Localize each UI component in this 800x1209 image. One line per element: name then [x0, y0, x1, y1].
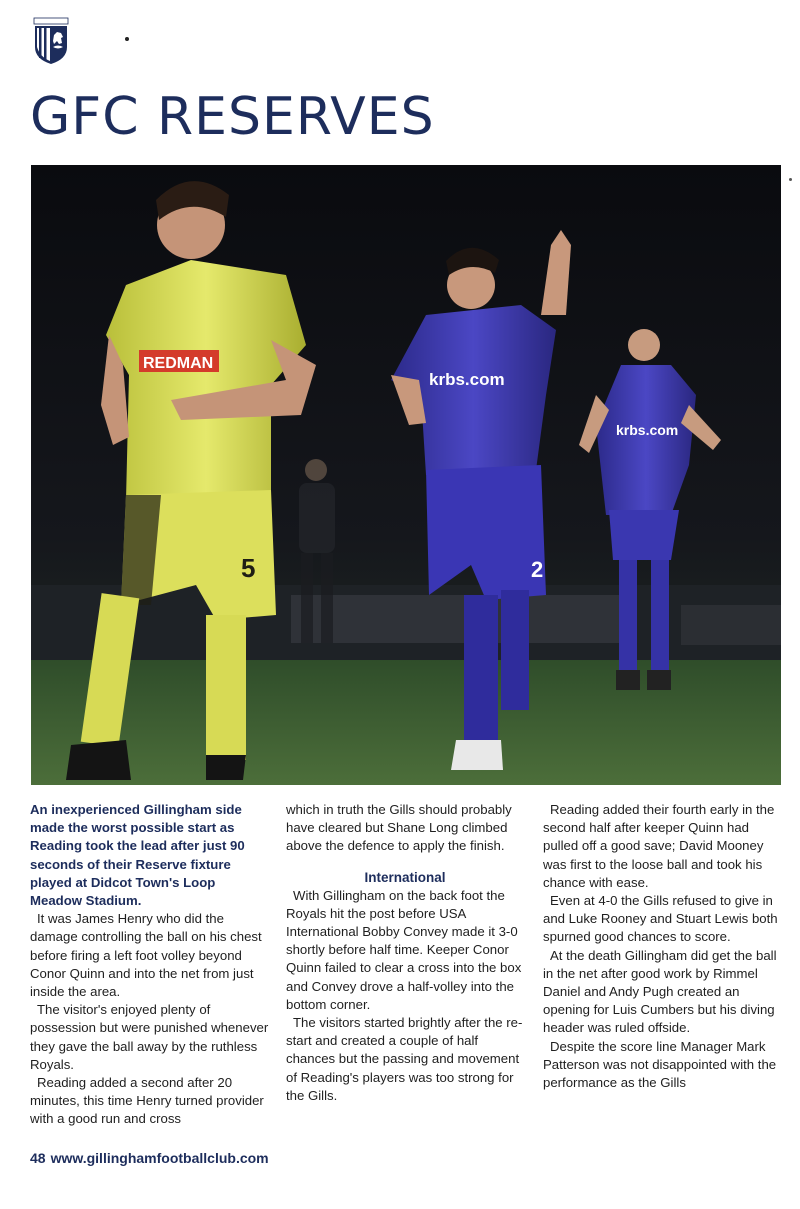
jersey-sponsor-left: REDMAN — [143, 355, 214, 372]
article-paragraph: Even at 4-0 the Gills refused to give in and Luke Rooney and Stuart Lewis both spurned good chances to score. — [543, 893, 778, 945]
match-photo — [31, 165, 781, 785]
article-subheading: International — [364, 869, 446, 885]
article-paragraph: The visitor's enjoyed plenty of possession but were punished whenever they gave the ball away by the ruthless Royals. — [30, 1002, 269, 1072]
article-paragraph: Despite the score line Manager Mark Patterson was not disappointed with the performance as the Gills — [543, 1038, 777, 1091]
article-column-3 — [543, 801, 783, 1092]
article-paragraph: With Gillingham on the back foot the Royals hit the post before USA International Bobby Convey made it 3-0 shortly before half time. Keeper Conor Quinn failed to clear a cross into the box and Convey drove a half-volley into the bottom corner. — [286, 887, 522, 1012]
gillingham-fc-crest-icon — [32, 17, 70, 65]
article-paragraph: Reading added a second after 20 minutes, this time Henry turned provider with a good run and cross — [30, 1075, 264, 1127]
article-paragraph: At the death Gillingham did get the ball in the net after good work by Rimmel Daniel and Andy Pugh created an opening for Luis Cumbers but his diving header was ruled offside. — [543, 947, 777, 1036]
article-paragraph: which in truth the Gills should probably have cleared but Shane Long climbed above the defence to apply the finish. — [286, 802, 512, 854]
article-paragraph: Reading added their fourth early in the second half after keeper Quinn had pulled off a good save; David Mooney was first to the loose ball and took his chance with ease. — [543, 802, 775, 890]
decorative-dot — [789, 178, 792, 181]
article-column-1 — [30, 801, 270, 1129]
page-title: GFC RESERVES — [30, 87, 435, 147]
article-paragraph: It was James Henry who did the damage controlling the ball on his chest before firing a left foot volley beyond Conor Quinn and into the net from just inside the area. — [30, 911, 262, 1000]
page-footer — [30, 1150, 269, 1166]
article-lead: An inexperienced Gillingham side made the worst possible start as Reading took the lead after just 90 seconds of their Reserve fixture played at Didcot Town's Loop Meadow Stadium. — [30, 802, 245, 909]
jersey-sponsor-right: krbs.com — [616, 422, 679, 438]
decorative-dot — [125, 37, 129, 41]
article-column-2 — [286, 801, 524, 1105]
jersey-sponsor-center: krbs.com — [429, 370, 505, 389]
shirt-number-yellow: 5 — [241, 553, 256, 583]
article-paragraph: The visitors started brightly after the re-start and created a couple of half chances but the passing and movement of Reading's players was too strong for the Gills. — [286, 1015, 523, 1103]
website-url[interactable]: www.gillinghamfootballclub.com — [50, 1150, 269, 1166]
page-number: 48 — [30, 1150, 46, 1166]
shirt-number-blue: 2 — [531, 557, 544, 582]
